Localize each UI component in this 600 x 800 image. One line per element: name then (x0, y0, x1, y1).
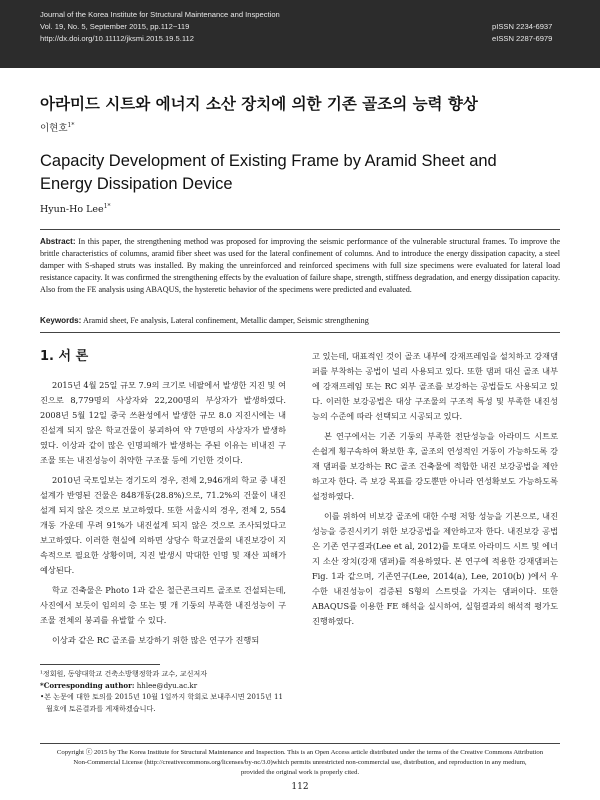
abstract (40, 236, 560, 296)
paragraph: 본 연구에서는 기존 기둥의 부족한 전단성능을 아라미드 시트로 손쉽게 횡구속하여 확보한 후, 골조의 연성적인 거동이 가능하도록 강재 댐퍼를 보강하는 RC 골조 건축물에 적합한 내진 보강공법을 제안하고자 한다. 즉 보강 목표를 강도뿐만 아니라 연성확보도 가능하도록 설정하였다. (312, 431, 558, 501)
english-author-name: Hyun-Ho Lee (40, 204, 104, 216)
keywords-text: Aramid sheet, Fe analysis, Lateral confinement, Metallic damper, Seismic strengthening (82, 316, 369, 325)
english-author-mark: 1* (103, 203, 111, 210)
paragraph: 이를 위하여 비보강 골조에 대한 수평 저항 성능을 기본으로, 내진 성능을 증진시키기 위한 보강공법을 제안하고자 한다. 내진보강 공법은 기존 연구결과(Lee et al, 2012)를 토대로 아라미드 시트 및 에너지 소산 장치(강재 댐퍼)를 적용하였다. 본 연구에 적용한 강재댐퍼는 Fig. 1과 같으며, 기존연구(Lee, 2014(a), Lee, 2010(b) )에서 우수한 내진성능이 검증된 S형의 스트럿을 가지는 댐퍼이다. 또한 ABAQUS를 이용한 FE 해석을 실시하여, 실험결과의 해석적 평가도 진행하였다. (312, 511, 558, 626)
paragraph: 2015년 4월 25일 규모 7.9의 크기로 네팔에서 발생한 지진 및 여진으로 8,779명의 사상자와 22,200명의 부상자가 발생하였다. 2008년 5월 12일 중국 쓰촨성에서 발생한 규모 8.0 지진시에는 내진설계 되지 않은 학교건물이 붕괴하여 약 7만명의 사상자가 발생하였다. 이상과 같이 많은 인명피해가 발생하는 주된 이유는 비내진 구조물 또는 내진성능이 취약한 구조물 등에 기인한 것이다. (40, 380, 286, 465)
paragraph: 이상과 같은 RC 골조를 보강하기 위한 많은 연구가 진행되 (52, 635, 260, 645)
copyright-line-2: Non-Commercial License (http://creativecommons.org/licenses/by-nc/3.0)which permits unrestricted non-commercial use, distribution, and reproduction in any medium, (73, 759, 527, 766)
abstract-bottom-rule (40, 332, 560, 333)
keywords (40, 316, 560, 325)
paragraph: 학교 건축물은 Photo 1과 같은 철근콘크리트 골조로 건설되는데, 사진에서 보듯이 임의의 층 또는 몇 개 기둥의 부족한 내진성능이 구조물 전체의 붕괴를 유발할 수 있다. (40, 585, 286, 625)
copyright-notice (40, 748, 560, 778)
volume-info: Vol. 19, No. 5, September 2015, pp.112~119 (40, 22, 190, 31)
discussion-note-line-1: •본 논문에 대한 토의를 2015년 10월 1일까지 학회로 보내주시면 2015년 11 (40, 692, 284, 702)
abstract-top-rule (40, 229, 560, 230)
abstract-text: In this paper, the strengthening method was proposed for improving the seismic performance of the vulnerable structural frames. To improve the brittle characteristics of columns, aramid fiber sheet was used for the lateral confinement of columns. And to introduce the energy dissipation capacity, a steel damper with S-shaped struts was installed. By making the unreinforced and reinforced specimens with full size specimens were evaluated for lateral load resistance capacity. It was confirmed the strengthening effects by the evaluation of failure shape, strength, stiffness degradation, and energy dissipation capacity. Also from the FE analysis using ABAQUS, the hysteretic behavior of the specimens were predicted and evaluated. (40, 237, 561, 294)
affiliation-footnote: ¹정회원, 동양대학교 건축소방행정학과 교수, 교신저자 (40, 669, 208, 678)
paragraph: 고 있는데, 대표적인 것이 골조 내부에 강재프레임을 설치하고 강재댐퍼를 부착하는 공법이 널리 사용되고 있다. 또한 댐퍼 대신 골조 내부에 강재프레임 또는 RC 외부 골조를 보강하는 공법들도 사용되고 있다. 이러한 보강공법은 대상 구조물의 구조적 특성 및 부족한 내진성능의 수준에 따라 선택되고 시공되고 있다. (312, 351, 558, 421)
body-column-right (312, 349, 558, 629)
section-heading-introduction: 1. 서 론 (40, 349, 89, 364)
corresponding-footnote (40, 680, 300, 692)
paragraph: 2010년 국토일보는 경기도의 경우, 전체 2,946개의 학교 중 내진설계가 반영된 건물은 848개동(28.8%)으로, 71.2%의 건물이 내진설계 되지 않은 것으로 보고하였다. 또한 서울시의 경우, 전체 2, 554개동 가운데 무려 91%가 내진설계 되지 않은 것으로 조사되었다고 보고하였다. 이러한 현실에 의하면 상당수 학교건물의 내진보강이 지속적으로 필요한 상황이며, 지진 발생시 막대한 인명 및 재산 피해가 예상된다. (40, 475, 286, 575)
korean-title: 아라미드 시트와 에너지 소산 장치에 의한 기존 골조의 능력 향상 (40, 95, 478, 113)
korean-author-name: 이현호 (40, 123, 68, 134)
body-column-left (40, 378, 286, 648)
journal-header-banner (0, 0, 600, 68)
page-number: 112 (291, 782, 309, 792)
english-title-line-1: Capacity Development of Existing Frame by Aramid Sheet and (40, 152, 497, 170)
corresponding-label: *Corresponding author: (40, 680, 135, 690)
copyright-rule (40, 743, 560, 744)
english-title-line-2: Energy Dissipation Device (40, 175, 233, 193)
footnotes (40, 668, 300, 714)
english-author (40, 203, 111, 215)
journal-name: Journal of the Korea Institute for Structural Maintenance and Inspection (40, 10, 280, 19)
pissn: pISSN 2234-6937 (492, 22, 553, 31)
copyright-line-1: Copyright ⓒ 2015 by The Korea Institute for Structural Maintenance and Inspection. This is an Open Access article distributed under the terms of the Creative Commons Attribution (56, 749, 544, 756)
author-mark: 1* (67, 121, 75, 129)
eissn: eISSN 2287-6979 (492, 34, 553, 43)
copyright-line-3: provided the original work is properly cited. (240, 769, 360, 776)
keywords-label: Keywords: (40, 316, 82, 325)
corresponding-email[interactable]: hhlee@dyu.ac.kr (136, 680, 198, 690)
abstract-label: Abstract: (40, 237, 76, 246)
doi-link[interactable]: http://dx.doi.org/10.11112/jksmi.2015.19.5.112 (40, 34, 194, 43)
korean-author (40, 120, 74, 134)
discussion-note-line-2: 월호에 토론결과를 게재하겠습니다. (46, 703, 156, 713)
footnote-rule (40, 664, 160, 665)
